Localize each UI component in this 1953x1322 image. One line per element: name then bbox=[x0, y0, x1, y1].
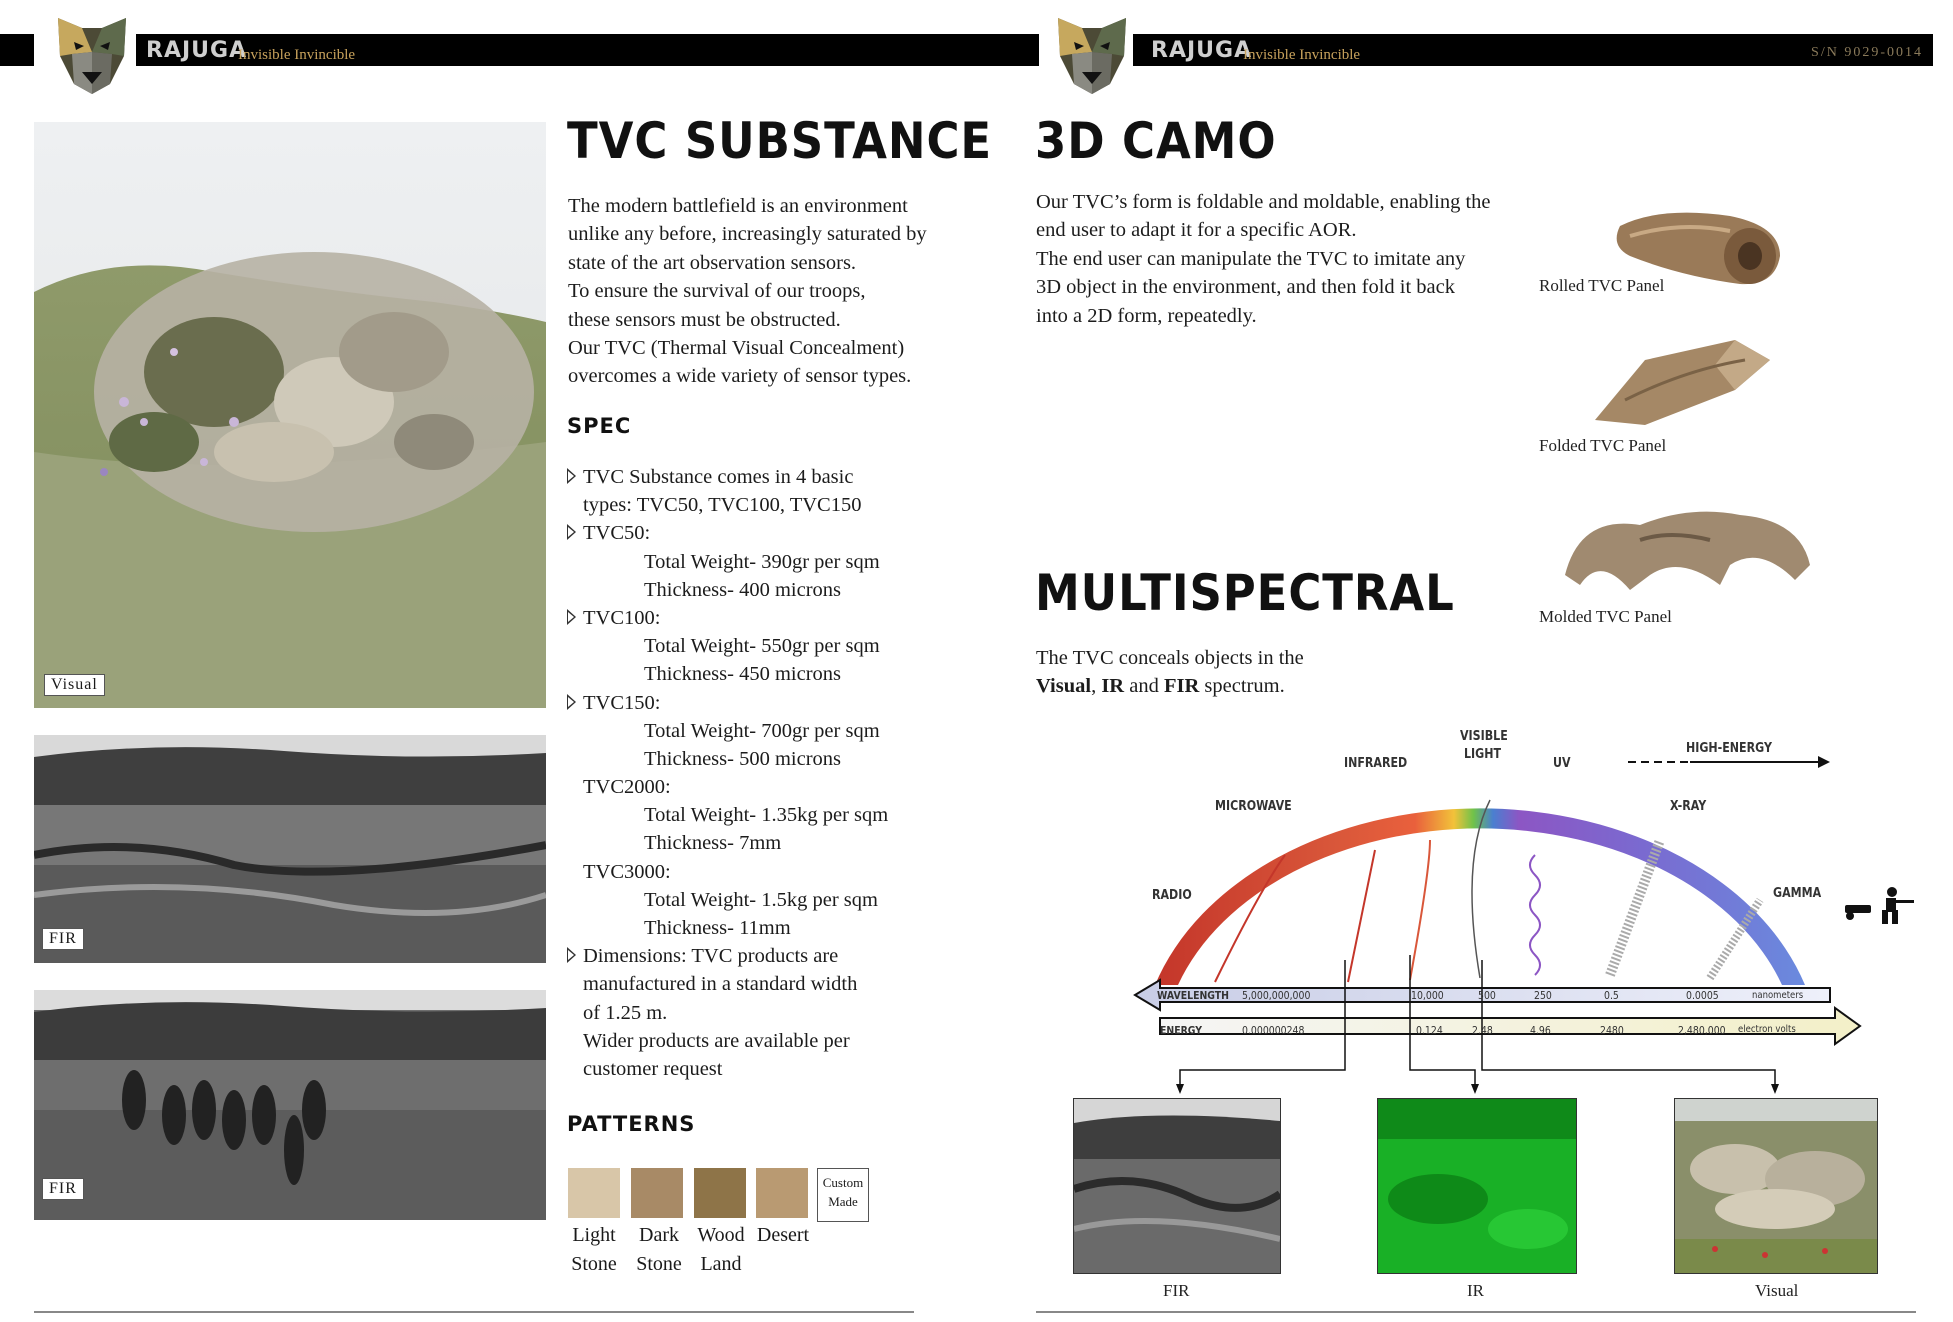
multi-line-1: The TVC conceals objects in the bbox=[1036, 647, 1304, 669]
header-bar-left-edge bbox=[0, 34, 34, 66]
multispectral-title: MULTISPECTRAL bbox=[1035, 564, 1455, 622]
sensor-caption-visual: Visual bbox=[1755, 1281, 1799, 1300]
spec-item-text: manufactured in a standard width bbox=[583, 973, 858, 996]
intro-line: overcomes a wide variety of sensor types. bbox=[568, 365, 912, 388]
camo-line: 3D object in the environment, and then fold it back bbox=[1036, 276, 1455, 299]
pattern-custom-made[interactable] bbox=[817, 1168, 869, 1222]
wavelength-value: 250 bbox=[1534, 989, 1552, 1002]
rajuga-logo-icon bbox=[1052, 12, 1132, 98]
label-microwave: MICROWAVE bbox=[1215, 799, 1292, 814]
spec-item bbox=[567, 660, 897, 688]
energy-value: 2.48 bbox=[1472, 1024, 1493, 1037]
spec-item-text: TVC50: bbox=[583, 522, 651, 545]
custom-line-1: Custom bbox=[822, 1175, 864, 1190]
wavelength-value: 500 bbox=[1478, 989, 1496, 1002]
multi-sep-1: , bbox=[1091, 675, 1102, 698]
spec-item bbox=[567, 519, 897, 547]
label-gamma: GAMMA bbox=[1773, 886, 1822, 901]
energy-value: 0.124 bbox=[1416, 1024, 1443, 1037]
spec-item-text: of 1.25 m. bbox=[583, 1001, 668, 1024]
intro-line: unlike any before, increasingly saturated by bbox=[568, 223, 927, 246]
multi-bold-ir: IR bbox=[1101, 675, 1125, 698]
molded-panel-image bbox=[1560, 495, 1820, 595]
spec-item bbox=[567, 689, 897, 717]
multi-bold-visual: Visual bbox=[1036, 675, 1092, 698]
spec-item-text: Thickness- 400 microns bbox=[644, 578, 841, 601]
camo-line: The end user can manipulate the TVC to imitate any bbox=[1036, 247, 1466, 270]
multi-sep-2: and bbox=[1124, 675, 1164, 698]
energy-label: ENERGY bbox=[1160, 1024, 1203, 1037]
spec-item bbox=[567, 491, 897, 519]
triangle-bullet-icon bbox=[567, 947, 576, 963]
multi-end: spectrum. bbox=[1199, 675, 1285, 698]
tagline-right: Invisible Invincible bbox=[1243, 47, 1361, 63]
fir-photo-1 bbox=[34, 735, 546, 963]
bottom-rule-left bbox=[34, 1311, 914, 1313]
sensor-image-fir bbox=[1073, 1098, 1281, 1274]
spec-item-text: Total Weight- 1.5kg per sqm bbox=[644, 888, 878, 911]
folded-panel-caption: Folded TVC Panel bbox=[1539, 436, 1667, 455]
patterns-heading: PATTERNS bbox=[567, 1112, 696, 1136]
spec-item bbox=[567, 773, 897, 801]
energy-value: 0.000000248 bbox=[1242, 1024, 1305, 1037]
camo-line: end user to adapt it for a specific AOR. bbox=[1036, 219, 1357, 242]
spec-list bbox=[567, 463, 897, 1083]
folded-panel-image bbox=[1585, 330, 1775, 430]
intro-line: state of the art observation sensors. bbox=[568, 251, 857, 274]
custom-line-2: Made bbox=[828, 1194, 858, 1209]
spec-item-text: Total Weight- 550gr per sqm bbox=[644, 635, 880, 658]
wavelength-label: WAVELENGTH bbox=[1157, 989, 1230, 1002]
energy-value: 2480 bbox=[1600, 1024, 1624, 1037]
spec-item bbox=[567, 999, 897, 1027]
intro-line: Our TVC (Thermal Visual Concealment) bbox=[568, 337, 905, 360]
multi-line-2 bbox=[1036, 672, 1436, 700]
energy-value: 2,480,000 bbox=[1678, 1024, 1726, 1037]
intro-line: The modern battlefield is an environment bbox=[568, 195, 908, 217]
spectrum-diagram bbox=[1130, 720, 1920, 1100]
spec-item-text: TVC Substance comes in 4 basic bbox=[583, 466, 854, 488]
energy-unit: electron volts bbox=[1738, 1024, 1796, 1035]
pattern-label-dark-stone bbox=[624, 1221, 694, 1279]
spec-item-text: Total Weight- 1.35kg per sqm bbox=[644, 804, 889, 827]
spec-item-text: types: TVC50, TVC100, TVC150 bbox=[583, 494, 862, 517]
camo-paragraph bbox=[1036, 188, 1506, 330]
intro-line: these sensors must be obstructed. bbox=[568, 308, 841, 331]
tagline-left: Invisible Invincible bbox=[238, 47, 356, 63]
wavelength-value: 10,000 bbox=[1411, 989, 1444, 1002]
pattern-label-wood-land bbox=[686, 1221, 756, 1279]
brand-name-left: RAJUGA bbox=[146, 38, 248, 63]
sensor-caption-ir: IR bbox=[1467, 1281, 1484, 1300]
label-xray: X-RAY bbox=[1670, 799, 1707, 814]
spec-item bbox=[567, 858, 897, 886]
rajuga-logo-icon bbox=[52, 12, 132, 98]
spec-item-text: TVC100: bbox=[583, 606, 661, 629]
wavelength-value: 0.5 bbox=[1604, 989, 1619, 1002]
spec-item bbox=[567, 632, 897, 660]
spec-item bbox=[567, 604, 897, 632]
intro-line: To ensure the survival of our troops, bbox=[568, 280, 866, 303]
3d-camo-title: 3D CAMO bbox=[1035, 112, 1277, 170]
spec-item-text: Thickness- 11mm bbox=[644, 917, 791, 939]
label-light: LIGHT bbox=[1464, 747, 1502, 762]
spec-item-text: TVC3000: bbox=[583, 860, 671, 883]
label-visible: VISIBLE bbox=[1460, 729, 1508, 744]
spec-item-text: Wider products are available per bbox=[583, 1029, 850, 1052]
energy-value: 4.96 bbox=[1530, 1024, 1551, 1037]
camo-line: Our TVC’s form is foldable and moldable, enabling the bbox=[1036, 191, 1491, 213]
pattern-swatch-dark-stone[interactable] bbox=[631, 1168, 683, 1218]
spec-item-text: Total Weight- 700gr per sqm bbox=[644, 719, 880, 742]
visual-photo bbox=[34, 122, 546, 708]
serial-number: S/N 9029-0014 bbox=[1811, 45, 1923, 60]
spec-item bbox=[567, 1055, 897, 1083]
spec-item-text: TVC150: bbox=[583, 691, 661, 714]
pattern-label-line: Wood bbox=[697, 1224, 745, 1246]
tvc-substance-title: TVC SUBSTANCE bbox=[567, 112, 993, 170]
label-radio: RADIO bbox=[1152, 888, 1192, 903]
brand-name-right: RAJUGA bbox=[1151, 38, 1253, 63]
spec-item bbox=[567, 463, 897, 491]
triangle-bullet-icon bbox=[567, 468, 576, 484]
intro-paragraph bbox=[568, 192, 928, 391]
multi-bold-fir: FIR bbox=[1163, 675, 1200, 698]
spec-item bbox=[567, 942, 897, 970]
spec-item-text: Thickness- 450 microns bbox=[644, 663, 841, 686]
pattern-label-light-stone bbox=[559, 1221, 629, 1279]
spec-item-text: Thickness- 7mm bbox=[644, 832, 782, 855]
sensor-image-ir bbox=[1377, 1098, 1577, 1274]
spec-item bbox=[567, 886, 897, 914]
pattern-label-line: Stone bbox=[571, 1253, 617, 1275]
pattern-swatch-light-stone[interactable] bbox=[568, 1168, 620, 1218]
spec-item bbox=[567, 970, 897, 998]
triangle-bullet-icon bbox=[567, 609, 576, 625]
pattern-label-line: Stone bbox=[636, 1253, 682, 1275]
label-infrared: INFRARED bbox=[1344, 756, 1408, 771]
photo-label-visual: Visual bbox=[44, 674, 105, 696]
pattern-label-desert bbox=[748, 1221, 818, 1250]
spec-item-text: customer request bbox=[583, 1057, 723, 1080]
wavelength-value: 5,000,000,000 bbox=[1242, 989, 1311, 1002]
spec-item bbox=[567, 801, 897, 829]
multispectral-paragraph bbox=[1036, 644, 1436, 701]
pattern-swatch-wood-land[interactable] bbox=[694, 1168, 746, 1218]
pattern-label-line: Light bbox=[572, 1224, 616, 1246]
sensor-caption-fir: FIR bbox=[1163, 1281, 1190, 1300]
sensor-image-visual bbox=[1674, 1098, 1878, 1274]
pattern-label-line: Land bbox=[700, 1253, 742, 1275]
wavelength-value: 0.0005 bbox=[1686, 989, 1719, 1002]
molded-panel-caption: Molded TVC Panel bbox=[1539, 607, 1672, 626]
spec-item-text: TVC2000: bbox=[583, 776, 671, 799]
spec-item bbox=[567, 829, 897, 857]
camo-line: into a 2D form, repeatedly. bbox=[1036, 304, 1257, 327]
rolled-panel-caption: Rolled TVC Panel bbox=[1539, 276, 1665, 295]
spec-item-text: Dimensions: TVC products are bbox=[583, 945, 839, 968]
pattern-swatch-desert[interactable] bbox=[756, 1168, 808, 1218]
label-high-energy: HIGH-ENERGY bbox=[1686, 741, 1772, 756]
photo-label-fir-2: FIR bbox=[42, 1178, 84, 1200]
spec-item bbox=[567, 745, 897, 773]
spec-item-text: Thickness- 500 microns bbox=[644, 747, 841, 770]
pattern-label-line: Desert bbox=[756, 1224, 810, 1246]
spec-heading: SPEC bbox=[567, 414, 632, 438]
spec-item bbox=[567, 914, 897, 942]
photo-label-fir-1: FIR bbox=[42, 928, 84, 950]
spec-item bbox=[567, 576, 897, 604]
spec-item bbox=[567, 548, 897, 576]
bottom-rule-right bbox=[1036, 1311, 1916, 1313]
pattern-label-line: Dark bbox=[639, 1224, 679, 1246]
wavelength-unit: nanometers bbox=[1752, 990, 1804, 1001]
label-uv: UV bbox=[1553, 756, 1571, 771]
triangle-bullet-icon bbox=[567, 524, 576, 540]
triangle-bullet-icon bbox=[567, 694, 576, 710]
spec-item bbox=[567, 717, 897, 745]
spec-item bbox=[567, 1027, 897, 1055]
spec-item-text: Total Weight- 390gr per sqm bbox=[644, 550, 880, 573]
fir-photo-2 bbox=[34, 990, 546, 1220]
